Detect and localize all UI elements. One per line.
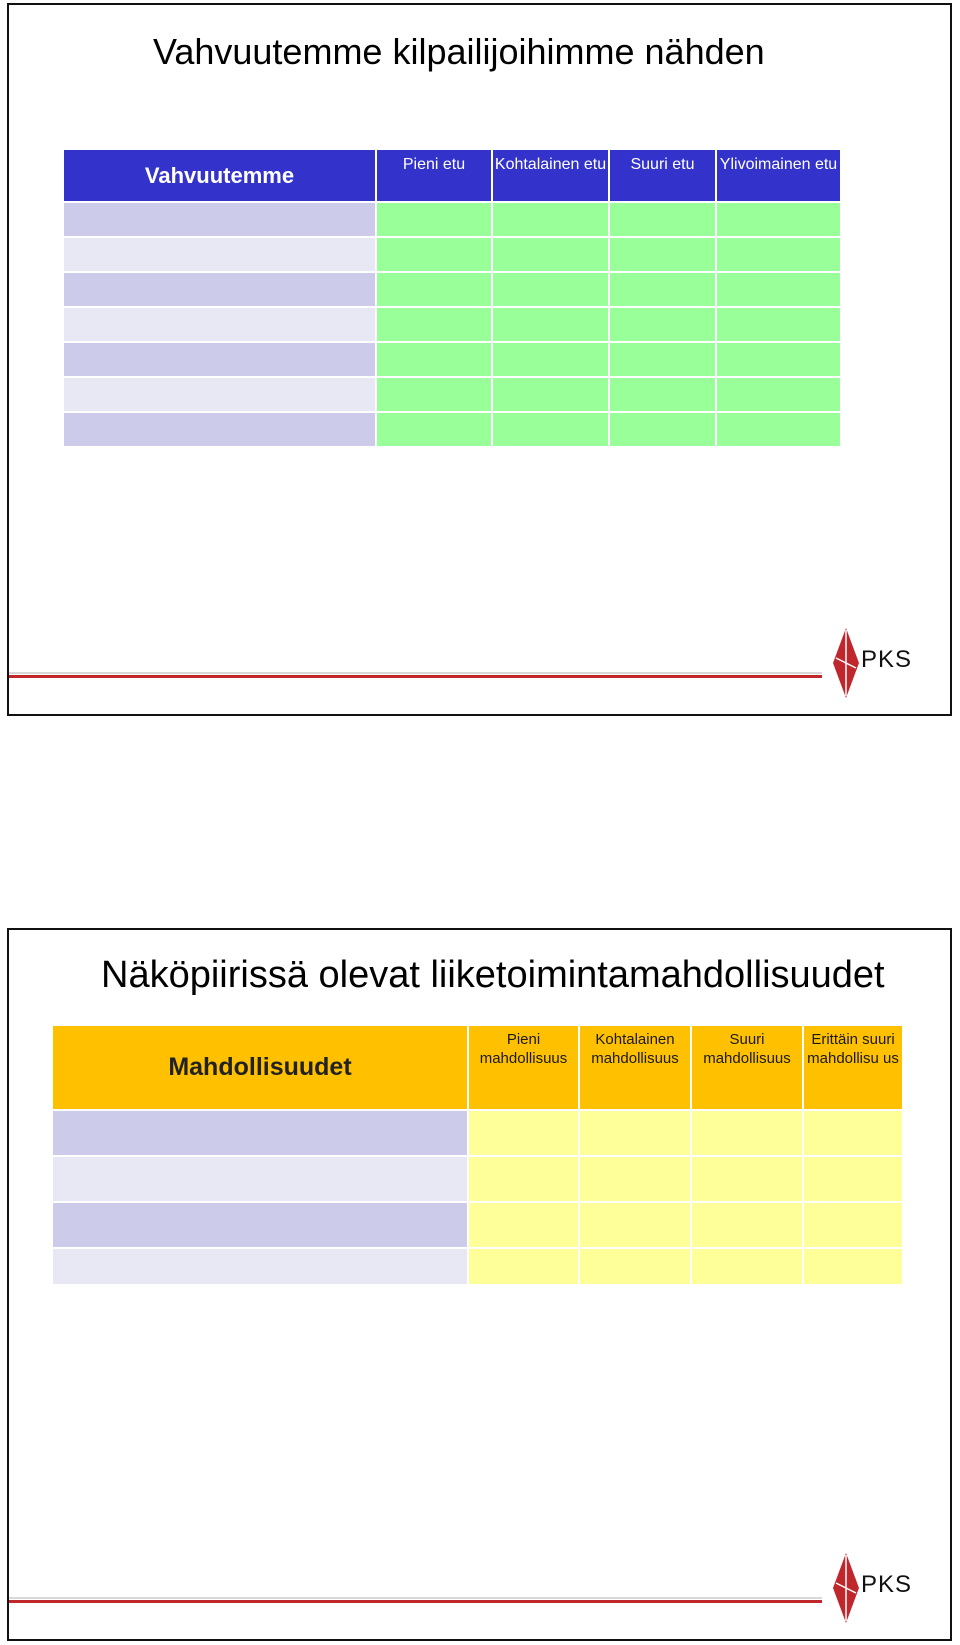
header-very-large-opportunity: Erittäin suuri mahdollisu us <box>804 1026 902 1109</box>
pks-logo <box>831 628 941 698</box>
table-cell[interactable] <box>804 1157 902 1201</box>
opportunities-table <box>51 1024 904 1286</box>
table-row <box>64 273 840 306</box>
header-strengths: Vahvuutemme <box>64 150 375 201</box>
header-moderate-opportunity: Kohtalainen mahdollisuus <box>580 1026 690 1109</box>
header-large-advantage: Suuri etu <box>610 150 715 201</box>
footer-divider-shadow <box>9 672 822 674</box>
table-cell[interactable] <box>717 413 840 446</box>
table-header-row <box>64 150 840 201</box>
row-label-cell[interactable] <box>53 1157 467 1201</box>
pks-logo <box>831 1553 941 1623</box>
pks-diamond-icon <box>831 628 861 698</box>
table-cell[interactable] <box>692 1249 802 1284</box>
table-cell[interactable] <box>580 1111 690 1155</box>
table-cell[interactable] <box>469 1203 578 1247</box>
table-cell[interactable] <box>580 1203 690 1247</box>
table-cell[interactable] <box>580 1157 690 1201</box>
table-row <box>64 343 840 376</box>
footer-divider-shadow <box>9 1597 822 1599</box>
slide-strengths <box>7 3 952 716</box>
row-label-cell[interactable] <box>64 308 375 341</box>
slide-opportunities <box>7 928 952 1641</box>
table-row <box>53 1203 902 1247</box>
table-cell[interactable] <box>610 343 715 376</box>
table-cell[interactable] <box>469 1111 578 1155</box>
table-row <box>64 203 840 236</box>
table-row <box>64 308 840 341</box>
table-cell[interactable] <box>493 378 608 411</box>
table-cell[interactable] <box>692 1111 802 1155</box>
row-label-cell[interactable] <box>64 413 375 446</box>
footer-divider <box>9 675 822 678</box>
table-cell[interactable] <box>610 238 715 271</box>
table-cell[interactable] <box>377 203 491 236</box>
table-cell[interactable] <box>804 1203 902 1247</box>
table-cell[interactable] <box>692 1203 802 1247</box>
table-header-row <box>53 1026 902 1109</box>
table-row <box>64 238 840 271</box>
header-small-opportunity: Pieni mahdollisuus <box>469 1026 578 1109</box>
table-cell[interactable] <box>610 378 715 411</box>
table-cell[interactable] <box>377 273 491 306</box>
table-cell[interactable] <box>580 1249 690 1284</box>
header-superior-advantage: Ylivoimainen etu <box>717 150 840 201</box>
table-cell[interactable] <box>377 378 491 411</box>
pks-logo-text: PKS <box>861 1571 913 1598</box>
row-label-cell[interactable] <box>53 1111 467 1155</box>
table-cell[interactable] <box>493 238 608 271</box>
row-label-cell[interactable] <box>64 238 375 271</box>
table-cell[interactable] <box>804 1111 902 1155</box>
row-label-cell[interactable] <box>53 1249 467 1284</box>
strengths-table <box>62 148 842 448</box>
table-cell[interactable] <box>377 413 491 446</box>
table-cell[interactable] <box>610 413 715 446</box>
table-cell[interactable] <box>717 203 840 236</box>
table-cell[interactable] <box>610 203 715 236</box>
row-label-cell[interactable] <box>64 203 375 236</box>
table-cell[interactable] <box>377 308 491 341</box>
row-label-cell[interactable] <box>64 378 375 411</box>
header-moderate-advantage: Kohtalainen etu <box>493 150 608 201</box>
slide-title: Vahvuutemme kilpailijoihimme nähden <box>153 31 765 72</box>
row-label-cell[interactable] <box>64 273 375 306</box>
table-cell[interactable] <box>377 343 491 376</box>
table-cell[interactable] <box>717 343 840 376</box>
table-cell[interactable] <box>717 378 840 411</box>
pks-diamond-icon <box>831 1553 861 1623</box>
table-cell[interactable] <box>493 343 608 376</box>
table-cell[interactable] <box>493 273 608 306</box>
table-row <box>53 1249 902 1284</box>
table-cell[interactable] <box>717 273 840 306</box>
header-large-opportunity: Suuri mahdollisuus <box>692 1026 802 1109</box>
table-row <box>53 1111 902 1155</box>
pks-logo-text: PKS <box>861 646 913 673</box>
table-cell[interactable] <box>804 1249 902 1284</box>
table-cell[interactable] <box>469 1249 578 1284</box>
header-opportunities: Mahdollisuudet <box>53 1026 467 1109</box>
table-row <box>53 1157 902 1201</box>
table-row <box>64 378 840 411</box>
table-cell[interactable] <box>610 308 715 341</box>
row-label-cell[interactable] <box>53 1203 467 1247</box>
table-cell[interactable] <box>717 308 840 341</box>
row-label-cell[interactable] <box>64 343 375 376</box>
table-cell[interactable] <box>469 1157 578 1201</box>
table-cell[interactable] <box>692 1157 802 1201</box>
table-cell[interactable] <box>493 308 608 341</box>
table-cell[interactable] <box>610 273 715 306</box>
table-cell[interactable] <box>493 413 608 446</box>
header-small-advantage: Pieni etu <box>377 150 491 201</box>
table-cell[interactable] <box>717 238 840 271</box>
footer-divider <box>9 1600 822 1603</box>
table-cell[interactable] <box>493 203 608 236</box>
slide-title: Näköpiirissä olevat liiketoimintamahdollisuudet <box>101 954 885 996</box>
table-row <box>64 413 840 446</box>
table-cell[interactable] <box>377 238 491 271</box>
